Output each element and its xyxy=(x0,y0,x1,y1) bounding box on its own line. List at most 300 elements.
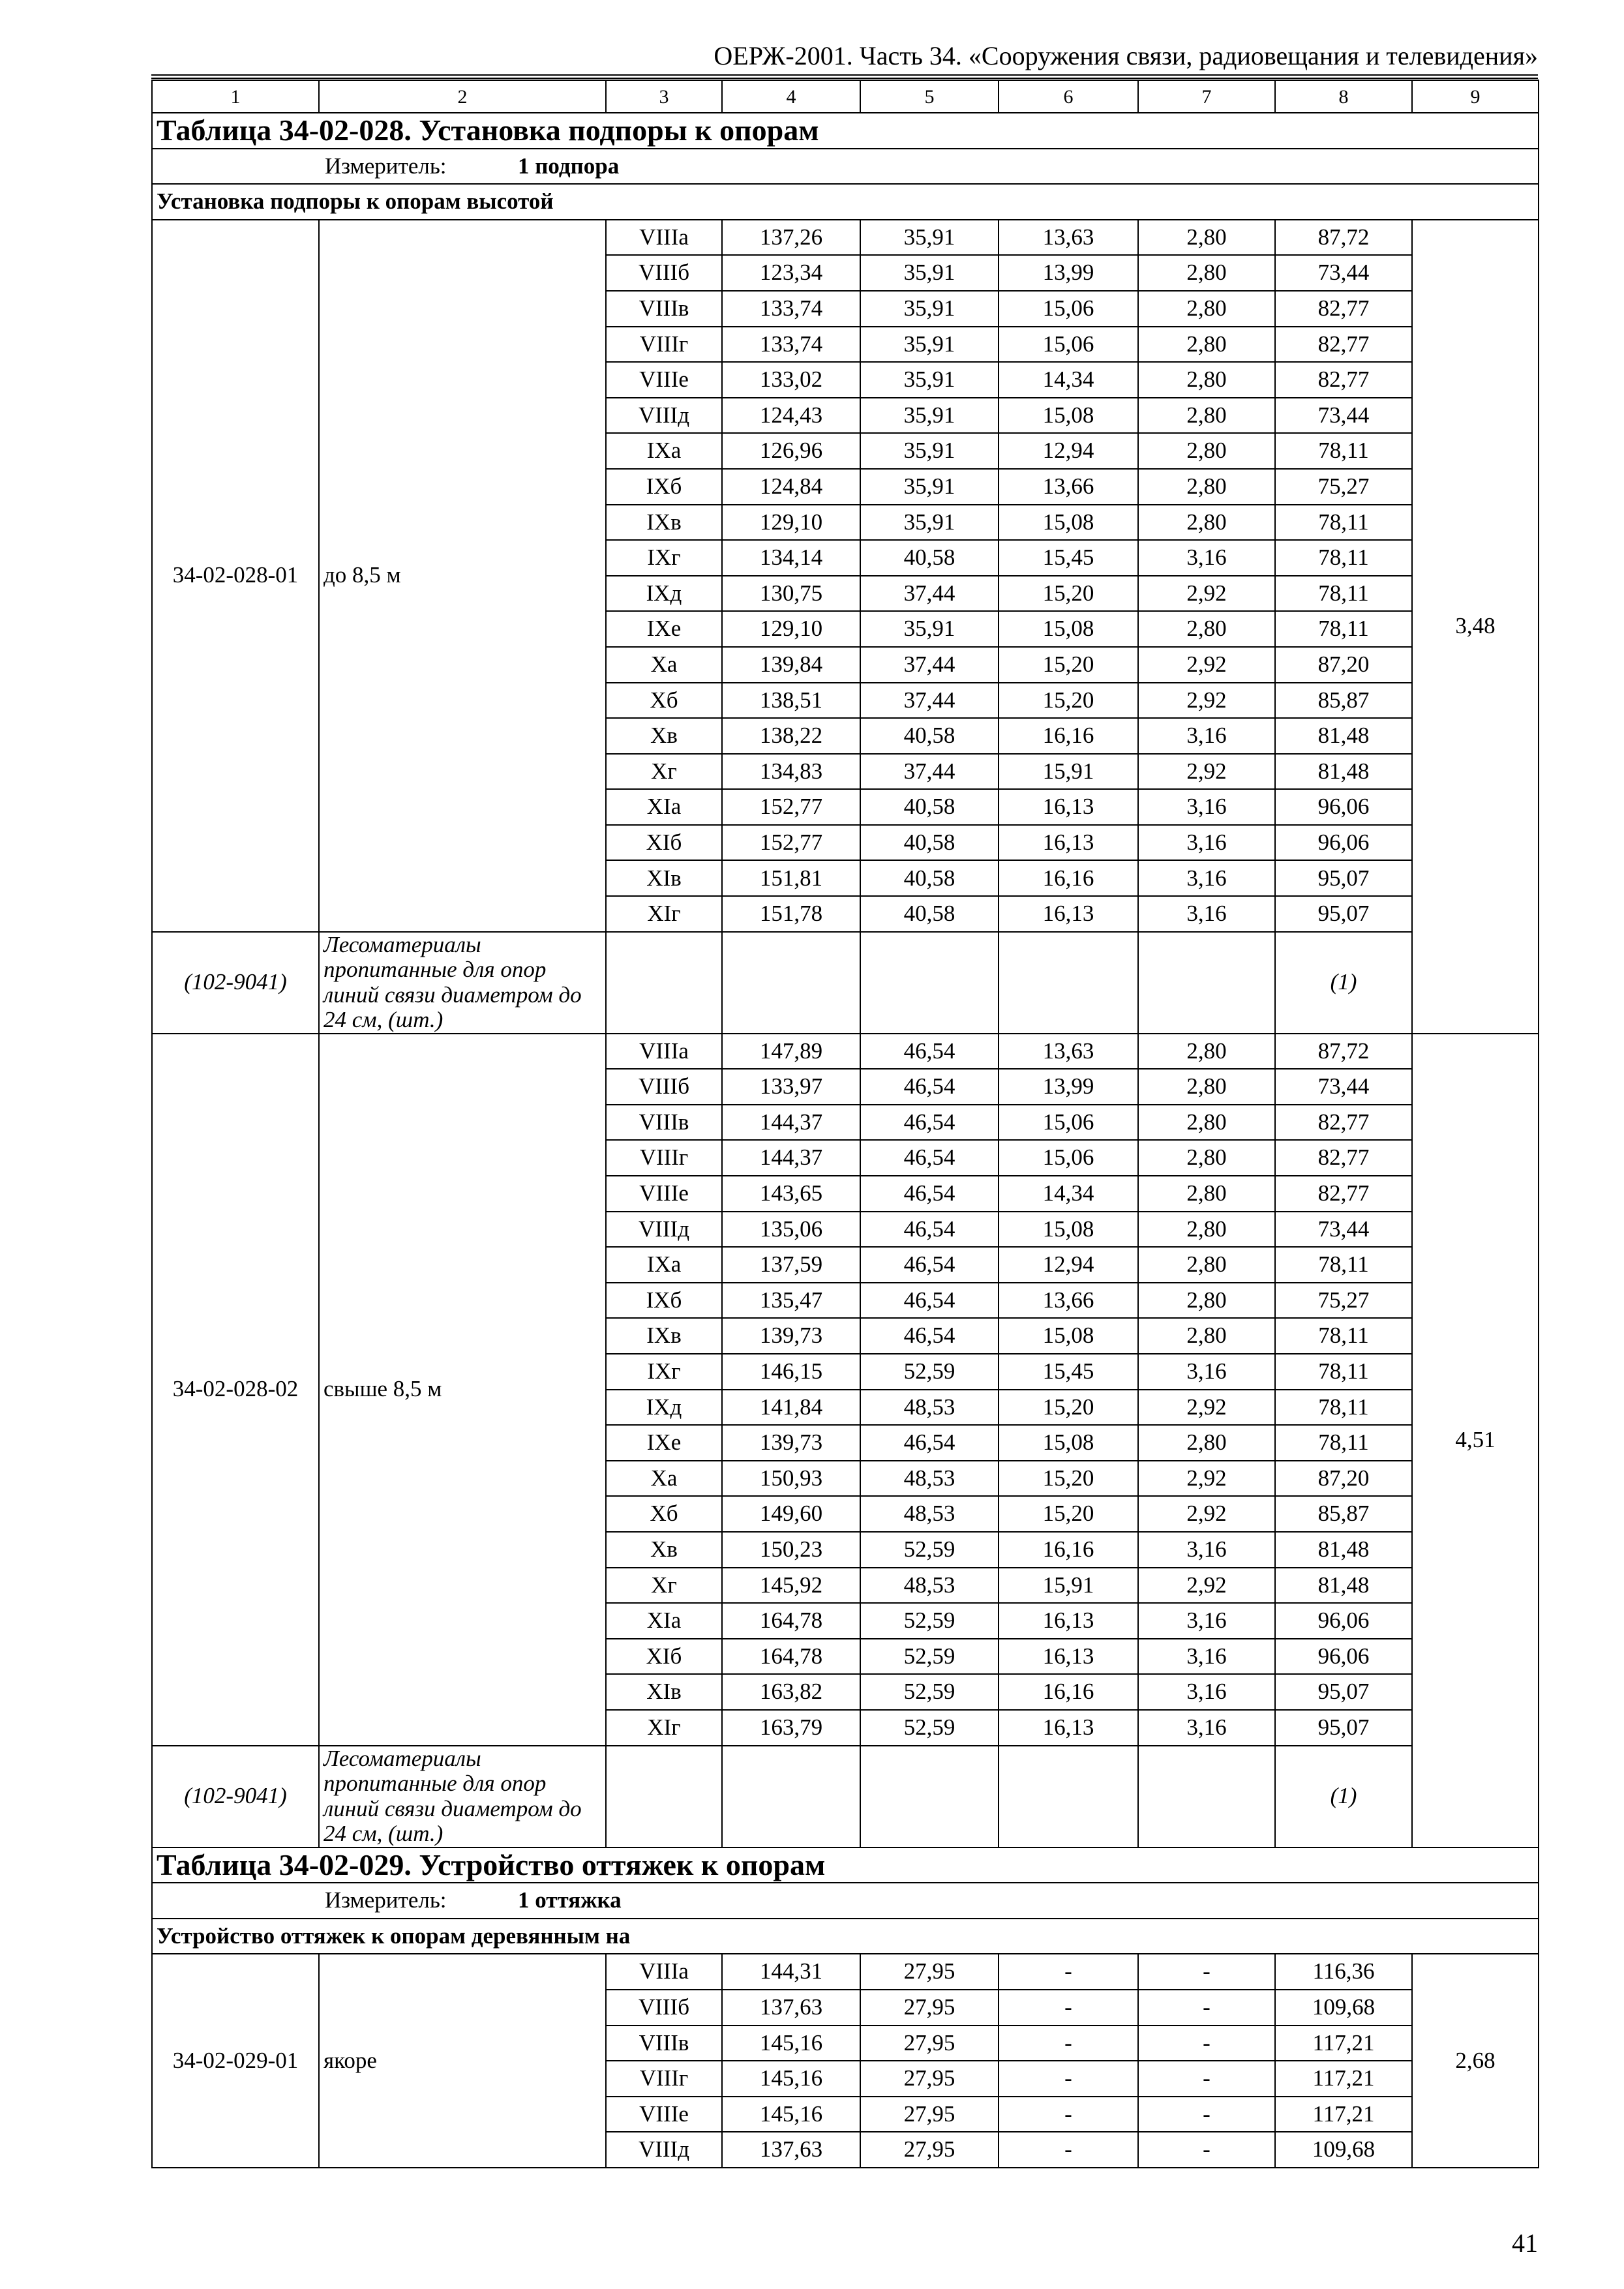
labor-rate: 3,48 xyxy=(1412,220,1539,1034)
cell: 133,02 xyxy=(722,362,860,398)
cell: 3,16 xyxy=(1138,1354,1275,1390)
cell: - xyxy=(1138,2132,1275,2168)
cell: 2,80 xyxy=(1138,220,1275,256)
cell: 27,95 xyxy=(860,2132,999,2168)
cell: 2,80 xyxy=(1138,362,1275,398)
cell: 2,80 xyxy=(1138,1247,1275,1283)
cell: Xг xyxy=(606,1568,722,1604)
cell: 48,53 xyxy=(860,1568,999,1604)
cell: 52,59 xyxy=(860,1532,999,1568)
measure-cell xyxy=(152,149,1539,185)
cell: 15,20 xyxy=(999,1390,1138,1426)
cell: 46,54 xyxy=(860,1318,999,1354)
cell: 35,91 xyxy=(860,433,999,469)
labor-rate: 2,68 xyxy=(1412,1954,1539,2168)
cell: Xг xyxy=(606,754,722,790)
section-row xyxy=(152,1919,1539,1954)
cell: 37,44 xyxy=(860,647,999,683)
cell: 116,36 xyxy=(1275,1954,1412,1990)
cell: 73,44 xyxy=(1275,255,1412,291)
cell: - xyxy=(1138,2097,1275,2132)
cell: 16,13 xyxy=(999,1603,1138,1639)
cell: 52,59 xyxy=(860,1674,999,1710)
cell: 129,10 xyxy=(722,505,860,541)
empty-cell xyxy=(606,1746,722,1848)
cell: 2,92 xyxy=(1138,576,1275,612)
table-title-row xyxy=(152,113,1539,149)
cell: 46,54 xyxy=(860,1069,999,1105)
cell: 46,54 xyxy=(860,1105,999,1141)
table-row xyxy=(152,1034,1539,1070)
cell: 135,47 xyxy=(722,1283,860,1319)
cell: Xв xyxy=(606,1532,722,1568)
header-rule xyxy=(151,74,1538,76)
cell: 3,16 xyxy=(1138,789,1275,825)
cell: 2,80 xyxy=(1138,1069,1275,1105)
cell: 15,08 xyxy=(999,611,1138,647)
empty-cell xyxy=(606,932,722,1034)
cell: 95,07 xyxy=(1275,860,1412,896)
cell: 46,54 xyxy=(860,1283,999,1319)
column-number: 7 xyxy=(1138,80,1275,113)
table-row xyxy=(152,220,1539,256)
cell: 46,54 xyxy=(860,1034,999,1070)
cell: 46,54 xyxy=(860,1247,999,1283)
cell: 13,63 xyxy=(999,220,1138,256)
item-description: якоре xyxy=(319,1954,606,2168)
cell: VIIIе xyxy=(606,362,722,398)
cell: 13,99 xyxy=(999,1069,1138,1105)
column-number: 4 xyxy=(722,80,860,113)
column-number: 5 xyxy=(860,80,999,113)
cell: 2,80 xyxy=(1138,469,1275,505)
cell: 27,95 xyxy=(860,1954,999,1990)
cell: 139,84 xyxy=(722,647,860,683)
cell: 2,92 xyxy=(1138,754,1275,790)
labor-rate: 4,51 xyxy=(1412,1034,1539,1848)
cell: 15,45 xyxy=(999,540,1138,576)
cell: 137,63 xyxy=(722,1990,860,2026)
cell: 133,74 xyxy=(722,291,860,327)
cell: 35,91 xyxy=(860,469,999,505)
cell: 138,51 xyxy=(722,683,860,719)
cell: VIIIе xyxy=(606,1176,722,1212)
empty-cell xyxy=(860,1746,999,1848)
cell: Xб xyxy=(606,1496,722,1532)
cell: 96,06 xyxy=(1275,789,1412,825)
cell: 126,96 xyxy=(722,433,860,469)
cell: 2,80 xyxy=(1138,1176,1275,1212)
cell: VIIIб xyxy=(606,255,722,291)
cell: 2,92 xyxy=(1138,647,1275,683)
item-code: 34-02-029-01 xyxy=(152,1954,319,2168)
cell: 52,59 xyxy=(860,1603,999,1639)
column-number: 1 xyxy=(152,80,319,113)
cell: 35,91 xyxy=(860,398,999,434)
cell: 134,14 xyxy=(722,540,860,576)
cell: 2,80 xyxy=(1138,398,1275,434)
item-code: 34-02-028-02 xyxy=(152,1034,319,1746)
cell: 117,21 xyxy=(1275,2026,1412,2061)
cell: 40,58 xyxy=(860,896,999,932)
cell: 16,16 xyxy=(999,718,1138,754)
cell: 78,11 xyxy=(1275,576,1412,612)
cell: 15,20 xyxy=(999,1496,1138,1532)
cell: 15,06 xyxy=(999,291,1138,327)
cell: 134,83 xyxy=(722,754,860,790)
cell: VIIIа xyxy=(606,1954,722,1990)
cell: - xyxy=(1138,2061,1275,2097)
cell: 16,13 xyxy=(999,789,1138,825)
material-row xyxy=(152,932,1539,1034)
cell: 3,16 xyxy=(1138,896,1275,932)
cell: - xyxy=(999,1954,1138,1990)
cell: 150,93 xyxy=(722,1461,860,1497)
material-quantity: (1) xyxy=(1275,932,1412,1034)
cell: 15,06 xyxy=(999,327,1138,363)
cell: 37,44 xyxy=(860,754,999,790)
cell: 78,11 xyxy=(1275,540,1412,576)
cell: - xyxy=(999,2132,1138,2168)
cell: 78,11 xyxy=(1275,433,1412,469)
cell: 96,06 xyxy=(1275,1639,1412,1675)
measure-value: 1 подпора xyxy=(518,153,620,179)
cell: 15,06 xyxy=(999,1105,1138,1141)
cell: 35,91 xyxy=(860,505,999,541)
cell: Xа xyxy=(606,647,722,683)
cell: IXе xyxy=(606,1425,722,1461)
cell: 2,92 xyxy=(1138,1390,1275,1426)
cell: 123,34 xyxy=(722,255,860,291)
cell: 2,92 xyxy=(1138,1461,1275,1497)
cell: 15,20 xyxy=(999,1461,1138,1497)
cell: 151,78 xyxy=(722,896,860,932)
section-row xyxy=(152,184,1539,220)
cell: 13,63 xyxy=(999,1034,1138,1070)
cell: 3,16 xyxy=(1138,540,1275,576)
cell: 37,44 xyxy=(860,576,999,612)
cell: 27,95 xyxy=(860,2061,999,2097)
table-title-row xyxy=(152,1848,1539,1883)
column-number: 6 xyxy=(999,80,1138,113)
cell: 2,80 xyxy=(1138,1212,1275,1248)
cell: VIIIг xyxy=(606,1140,722,1176)
cell: IXе xyxy=(606,611,722,647)
cell: IXг xyxy=(606,1354,722,1390)
cell: 3,16 xyxy=(1138,1603,1275,1639)
cell: 82,77 xyxy=(1275,1140,1412,1176)
cell: 14,34 xyxy=(999,362,1138,398)
section-title: Устройство оттяжек к опорам деревянным на xyxy=(152,1919,1539,1954)
measure-row xyxy=(152,1883,1539,1919)
rates-table xyxy=(151,80,1539,2168)
cell: 133,74 xyxy=(722,327,860,363)
cell: IXв xyxy=(606,1318,722,1354)
cell: 2,92 xyxy=(1138,1568,1275,1604)
cell: 144,37 xyxy=(722,1105,860,1141)
cell: 149,60 xyxy=(722,1496,860,1532)
cell: 27,95 xyxy=(860,2097,999,2132)
cell: XIв xyxy=(606,1674,722,1710)
cell: 2,80 xyxy=(1138,327,1275,363)
cell: VIIIа xyxy=(606,220,722,256)
cell: 124,43 xyxy=(722,398,860,434)
page-number: 41 xyxy=(1512,2228,1538,2258)
cell: 3,16 xyxy=(1138,825,1275,861)
cell: 87,72 xyxy=(1275,220,1412,256)
cell: 46,54 xyxy=(860,1425,999,1461)
cell: 145,16 xyxy=(722,2097,860,2132)
cell: 133,97 xyxy=(722,1069,860,1105)
cell: 15,91 xyxy=(999,754,1138,790)
cell: 13,99 xyxy=(999,255,1138,291)
cell: 16,13 xyxy=(999,825,1138,861)
cell: 117,21 xyxy=(1275,2097,1412,2132)
empty-cell xyxy=(722,1746,860,1848)
column-number-row xyxy=(152,80,1539,113)
cell: XIб xyxy=(606,825,722,861)
cell: 145,16 xyxy=(722,2061,860,2097)
cell: 124,84 xyxy=(722,469,860,505)
cell: 2,80 xyxy=(1138,291,1275,327)
cell: XIа xyxy=(606,789,722,825)
cell: 16,13 xyxy=(999,1710,1138,1746)
cell: - xyxy=(1138,1954,1275,1990)
cell: IXд xyxy=(606,576,722,612)
cell: 2,80 xyxy=(1138,1105,1275,1141)
cell: IXа xyxy=(606,433,722,469)
cell: 48,53 xyxy=(860,1461,999,1497)
header-rule-thin xyxy=(151,78,1538,79)
cell: 81,48 xyxy=(1275,718,1412,754)
cell: 144,37 xyxy=(722,1140,860,1176)
cell: 15,08 xyxy=(999,1425,1138,1461)
cell: VIIIг xyxy=(606,2061,722,2097)
cell: 163,79 xyxy=(722,1710,860,1746)
cell: 2,80 xyxy=(1138,505,1275,541)
cell: 96,06 xyxy=(1275,825,1412,861)
cell: 2,92 xyxy=(1138,683,1275,719)
cell: 15,08 xyxy=(999,1318,1138,1354)
empty-cell xyxy=(1138,932,1275,1034)
cell: 27,95 xyxy=(860,2026,999,2061)
cell: 78,11 xyxy=(1275,505,1412,541)
cell: 14,34 xyxy=(999,1176,1138,1212)
cell: 135,06 xyxy=(722,1212,860,1248)
cell: 2,80 xyxy=(1138,1425,1275,1461)
cell: 141,84 xyxy=(722,1390,860,1426)
cell: IXа xyxy=(606,1247,722,1283)
cell: 95,07 xyxy=(1275,896,1412,932)
cell: 152,77 xyxy=(722,789,860,825)
cell: XIб xyxy=(606,1639,722,1675)
cell: 87,20 xyxy=(1275,1461,1412,1497)
cell: VIIIв xyxy=(606,2026,722,2061)
cell: VIIIг xyxy=(606,327,722,363)
cell: 137,59 xyxy=(722,1247,860,1283)
cell: 139,73 xyxy=(722,1318,860,1354)
cell: 85,87 xyxy=(1275,1496,1412,1532)
measure-label: Измеритель: xyxy=(325,153,447,179)
cell: VIIIд xyxy=(606,2132,722,2168)
cell: 75,27 xyxy=(1275,469,1412,505)
cell: 2,80 xyxy=(1138,1034,1275,1070)
cell: 40,58 xyxy=(860,718,999,754)
cell: 52,59 xyxy=(860,1710,999,1746)
cell: 37,44 xyxy=(860,683,999,719)
cell: 48,53 xyxy=(860,1496,999,1532)
cell: 3,16 xyxy=(1138,718,1275,754)
material-code: (102-9041) xyxy=(152,1746,319,1848)
cell: IXд xyxy=(606,1390,722,1426)
cell: 2,80 xyxy=(1138,1140,1275,1176)
cell: 85,87 xyxy=(1275,683,1412,719)
column-number: 8 xyxy=(1275,80,1412,113)
cell: 164,78 xyxy=(722,1639,860,1675)
measure-label: Измеритель: xyxy=(325,1887,447,1913)
empty-cell xyxy=(1138,1746,1275,1848)
cell: 78,11 xyxy=(1275,1425,1412,1461)
cell: 46,54 xyxy=(860,1212,999,1248)
cell: 16,13 xyxy=(999,1639,1138,1675)
cell: 152,77 xyxy=(722,825,860,861)
cell: 78,11 xyxy=(1275,1318,1412,1354)
cell: 12,94 xyxy=(999,433,1138,469)
cell: 15,20 xyxy=(999,683,1138,719)
cell: 35,91 xyxy=(860,291,999,327)
cell: 15,08 xyxy=(999,1212,1138,1248)
cell: VIIIе xyxy=(606,2097,722,2132)
cell: 139,73 xyxy=(722,1425,860,1461)
cell: 40,58 xyxy=(860,789,999,825)
column-number: 3 xyxy=(606,80,722,113)
cell: 2,80 xyxy=(1138,1283,1275,1319)
cell: 52,59 xyxy=(860,1639,999,1675)
cell: 3,16 xyxy=(1138,1710,1275,1746)
cell: Xа xyxy=(606,1461,722,1497)
empty-cell xyxy=(999,1746,1138,1848)
cell: 130,75 xyxy=(722,576,860,612)
cell: 137,63 xyxy=(722,2132,860,2168)
cell: 78,11 xyxy=(1275,1390,1412,1426)
cell: VIIIб xyxy=(606,1069,722,1105)
cell: 73,44 xyxy=(1275,1212,1412,1248)
empty-cell xyxy=(860,932,999,1034)
cell: 40,58 xyxy=(860,540,999,576)
material-description: Лесоматериалы пропитанные для опор линий связи диаметром до 24 см, (шт.) xyxy=(319,932,606,1034)
cell: 16,16 xyxy=(999,1532,1138,1568)
cell: 143,65 xyxy=(722,1176,860,1212)
cell: 27,95 xyxy=(860,1990,999,2026)
cell: 81,48 xyxy=(1275,1532,1412,1568)
cell: 35,91 xyxy=(860,362,999,398)
material-quantity: (1) xyxy=(1275,1746,1412,1848)
material-description: Лесоматериалы пропитанные для опор линий связи диаметром до 24 см, (шт.) xyxy=(319,1746,606,1848)
cell: 15,91 xyxy=(999,1568,1138,1604)
cell: 81,48 xyxy=(1275,1568,1412,1604)
cell: 3,16 xyxy=(1138,860,1275,896)
column-number: 2 xyxy=(319,80,606,113)
cell: Xв xyxy=(606,718,722,754)
cell: 16,13 xyxy=(999,896,1138,932)
cell: XIа xyxy=(606,1603,722,1639)
empty-cell xyxy=(999,932,1138,1034)
cell: IXб xyxy=(606,1283,722,1319)
cell: 40,58 xyxy=(860,825,999,861)
running-header: ОЕРЖ-2001. Часть 34. «Сооружения связи, радиовещания и телевидения» xyxy=(714,41,1538,70)
material-row xyxy=(152,1746,1539,1848)
measure-cell xyxy=(152,1883,1539,1919)
cell: 150,23 xyxy=(722,1532,860,1568)
cell: 144,31 xyxy=(722,1954,860,1990)
cell: 15,08 xyxy=(999,398,1138,434)
measure-row xyxy=(152,149,1539,185)
cell: - xyxy=(999,2061,1138,2097)
column-number: 9 xyxy=(1412,80,1539,113)
cell: 109,68 xyxy=(1275,1990,1412,2026)
cell: 78,11 xyxy=(1275,1354,1412,1390)
cell: 96,06 xyxy=(1275,1603,1412,1639)
cell: XIг xyxy=(606,1710,722,1746)
cell: 15,20 xyxy=(999,647,1138,683)
cell: 145,16 xyxy=(722,2026,860,2061)
cell: IXв xyxy=(606,505,722,541)
cell: 138,22 xyxy=(722,718,860,754)
cell: 82,77 xyxy=(1275,362,1412,398)
cell: 2,92 xyxy=(1138,1496,1275,1532)
cell: VIIIд xyxy=(606,398,722,434)
material-code: (102-9041) xyxy=(152,932,319,1034)
cell: 46,54 xyxy=(860,1140,999,1176)
cell: 129,10 xyxy=(722,611,860,647)
cell: XIг xyxy=(606,896,722,932)
cell: 15,45 xyxy=(999,1354,1138,1390)
item-description: до 8,5 м xyxy=(319,220,606,932)
cell: 46,54 xyxy=(860,1176,999,1212)
cell: 146,15 xyxy=(722,1354,860,1390)
cell: IXб xyxy=(606,469,722,505)
item-description: свыше 8,5 м xyxy=(319,1034,606,1746)
cell: 52,59 xyxy=(860,1354,999,1390)
cell: 13,66 xyxy=(999,469,1138,505)
cell: VIIIа xyxy=(606,1034,722,1070)
cell: IXг xyxy=(606,540,722,576)
cell: 40,58 xyxy=(860,860,999,896)
table-title: Таблица 34-02-028. Установка подпоры к опорам xyxy=(152,113,1539,149)
cell: 87,20 xyxy=(1275,647,1412,683)
cell: 12,94 xyxy=(999,1247,1138,1283)
cell: 151,81 xyxy=(722,860,860,896)
section-title: Установка подпоры к опорам высотой xyxy=(152,184,1539,220)
cell: 82,77 xyxy=(1275,1176,1412,1212)
cell: 137,26 xyxy=(722,220,860,256)
cell: 15,08 xyxy=(999,505,1138,541)
cell: Xб xyxy=(606,683,722,719)
cell: VIIIд xyxy=(606,1212,722,1248)
cell: - xyxy=(999,1990,1138,2026)
cell: 48,53 xyxy=(860,1390,999,1426)
cell: 15,06 xyxy=(999,1140,1138,1176)
cell: 2,80 xyxy=(1138,611,1275,647)
cell: 109,68 xyxy=(1275,2132,1412,2168)
cell: 73,44 xyxy=(1275,1069,1412,1105)
cell: 82,77 xyxy=(1275,1105,1412,1141)
cell: 35,91 xyxy=(860,255,999,291)
cell: VIIIв xyxy=(606,1105,722,1141)
cell: 35,91 xyxy=(860,327,999,363)
cell: 3,16 xyxy=(1138,1532,1275,1568)
cell: 16,16 xyxy=(999,860,1138,896)
